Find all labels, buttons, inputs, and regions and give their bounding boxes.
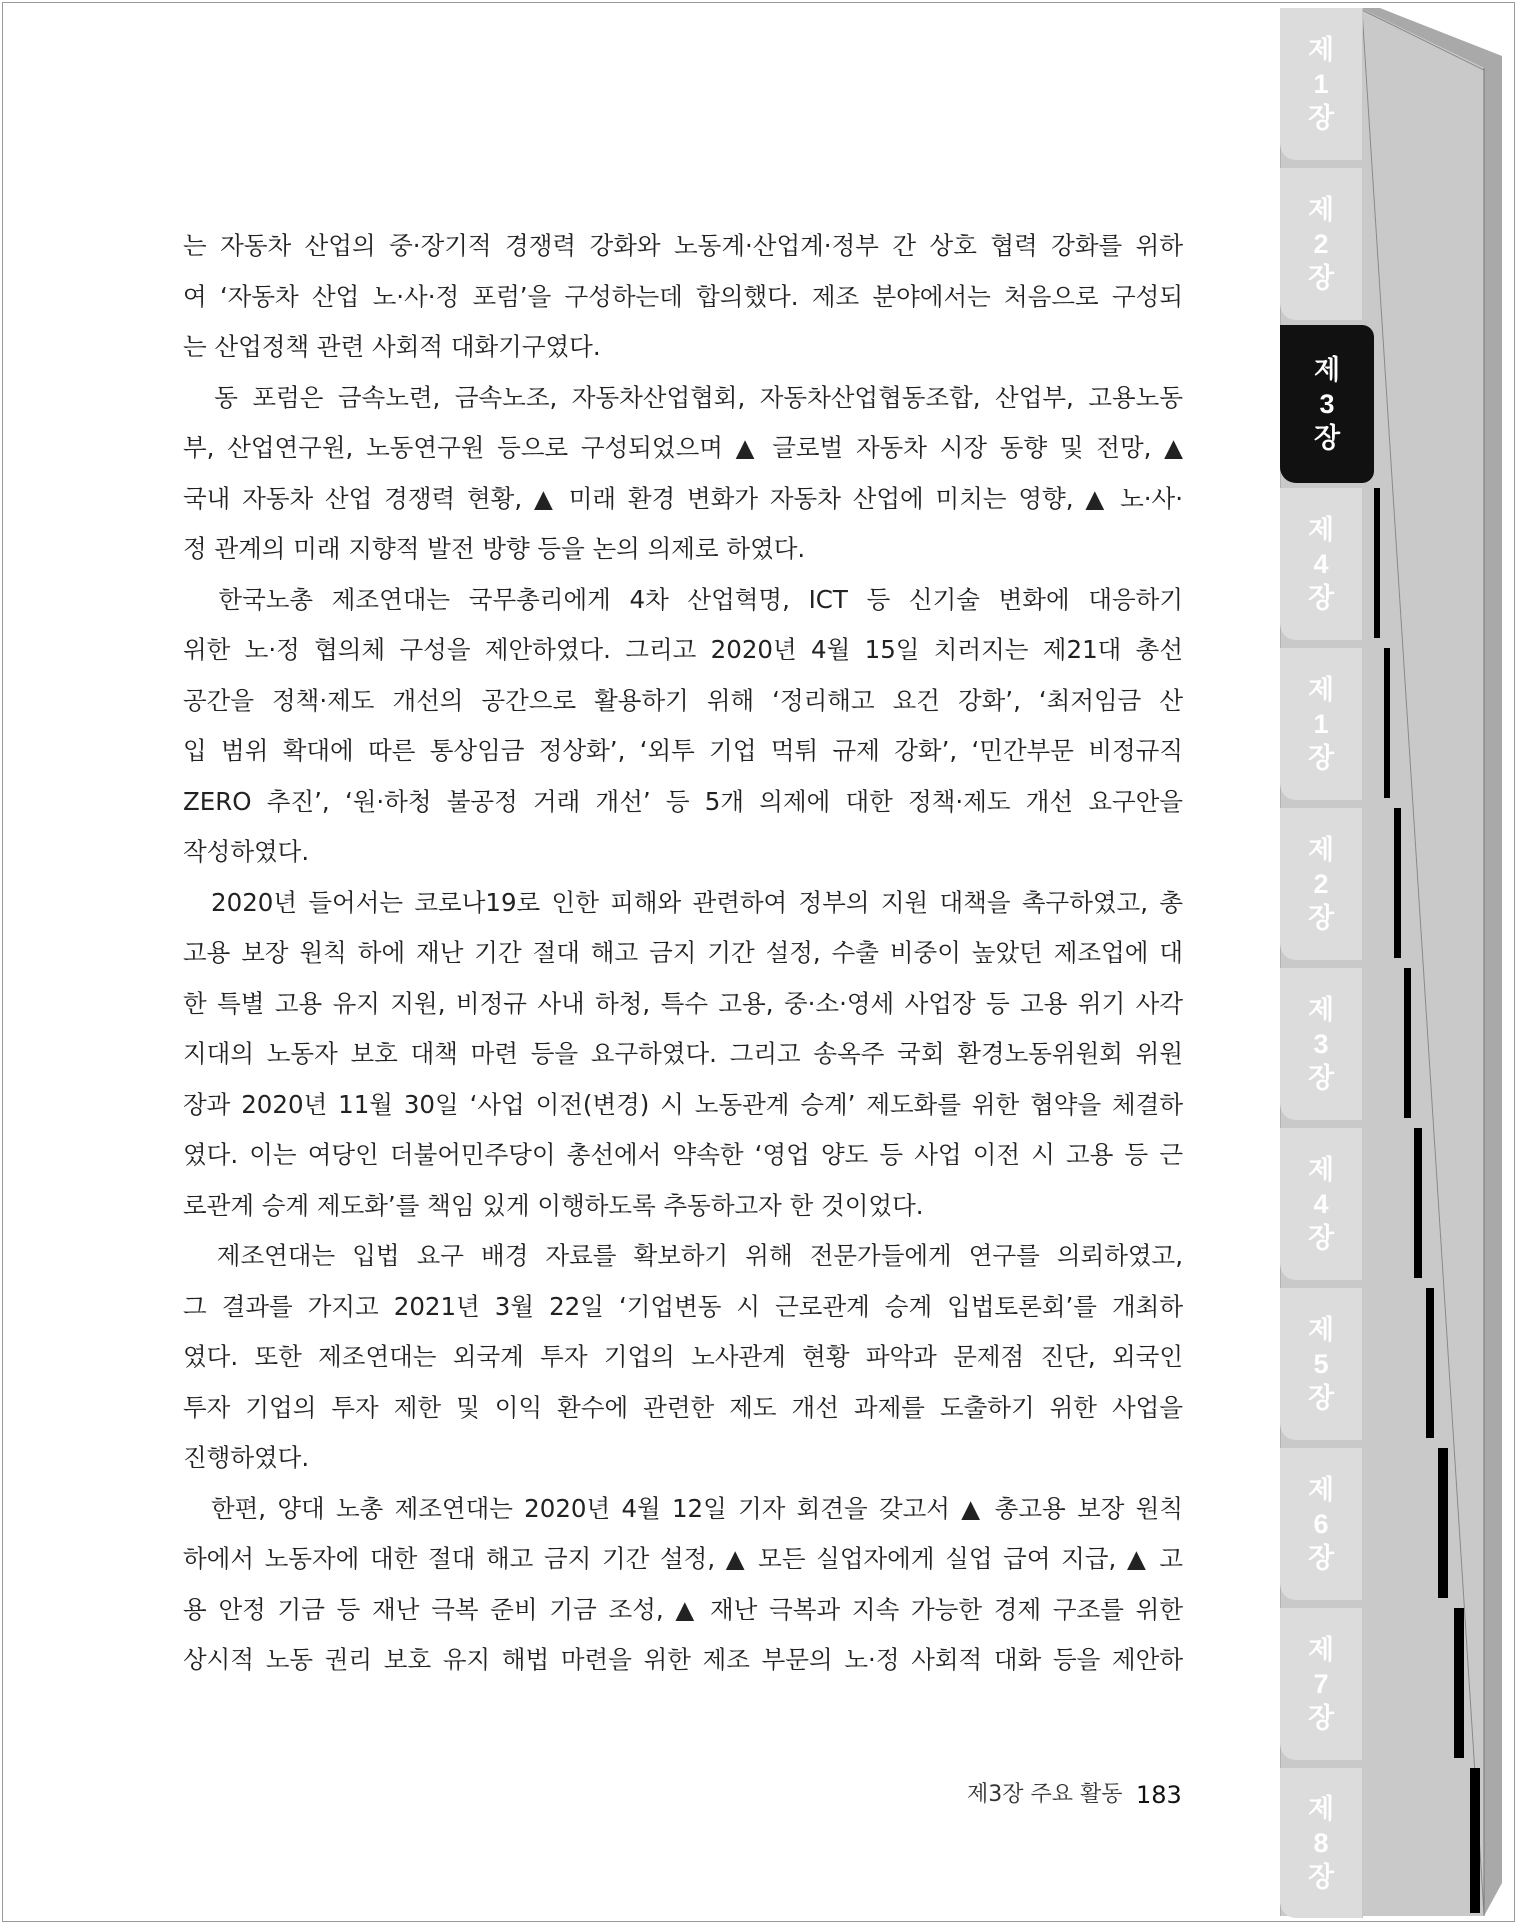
text-line: 동 포럼은 금속노련, 금속노조, 자동차산업협회, 자동차산업협동조합, 산업부, 고용노동 [183, 382, 1183, 412]
tab-text: 장 [1307, 1223, 1335, 1253]
text-line: 였다. 이는 여당인 더불어민주당이 총선에서 약속한 ‘영업 양도 등 사업 이전 시 고용 등 근 [183, 1140, 1183, 1169]
text-line: 2020년 들어서는 코로나19로 인한 피해와 관련하여 정부의 지원 대책을 촉구하였고, 총 [183, 887, 1183, 917]
tab-text: 2 [1313, 869, 1329, 899]
tab-text: 장 [1313, 423, 1341, 453]
paragraph [183, 1231, 1183, 1484]
tab-text: 4 [1313, 549, 1329, 579]
tab-text: 제 [1307, 995, 1335, 1025]
text-line: 하에서 노동자에 대한 절대 해고 금지 기간 설정, ▲ 모든 실업자에게 실업 급여 지급, ▲ 고 [183, 1544, 1183, 1573]
text-line: 상시적 노동 권리 보호 유지 해법 마련을 위한 제조 부문의 노·정 사회적 대화 등을 제안하 [183, 1645, 1183, 1674]
paragraph [183, 1484, 1183, 1686]
text-line: ZERO 추진’, ‘원·하청 불공정 거래 개선’ 등 5개 의제에 대한 정책·제도 개선 요구안을 [183, 786, 1183, 816]
tab-text: 장 [1307, 583, 1335, 613]
chapter-tab[interactable] [1280, 488, 1362, 640]
text-line: 로관계 승계 제도화’를 책임 있게 이행하도록 추동하고자 한 것이었다. [183, 1190, 924, 1220]
text-line: 용 안정 기금 등 재난 극복 준비 기금 조성, ▲ 재난 극복과 지속 가능한 경제 구조를 위한 [183, 1594, 1183, 1624]
text-line: 제조연대는 입법 요구 배경 자료를 확보하기 위해 전문가들에게 연구를 의뢰하였고, [183, 1241, 1183, 1270]
chapter-tab[interactable] [1280, 968, 1362, 1120]
text-line: 지대의 노동자 보호 대책 마련 등을 요구하였다. 그리고 송옥주 국회 환경노동위원회 위원 [183, 1039, 1183, 1068]
tab-text: 3 [1313, 1029, 1329, 1059]
text-line: 한편, 양대 노총 제조연대는 2020년 4월 12일 기자 회견을 갖고서 ▲ 총고용 보장 원칙 [183, 1493, 1183, 1523]
tab-text: 4 [1313, 1189, 1329, 1219]
text-line: 는 자동차 산업의 중·장기적 경쟁력 강화와 노동계·산업계·정부 간 상호 협력 강화를 위하 [183, 231, 1183, 260]
paragraph [183, 221, 1183, 373]
tab-text: 6 [1313, 1509, 1329, 1539]
chapter-tab[interactable] [1280, 168, 1362, 320]
paragraph [183, 878, 1183, 1232]
text-line: 입 범위 확대에 따른 통상임금 정상화’, ‘외투 기업 먹튀 규제 강화’, ‘민간부문 비정규직 [183, 736, 1183, 765]
chapter-tab[interactable] [1280, 1288, 1362, 1440]
tab-text: 장 [1307, 743, 1335, 773]
chapter-tab[interactable] [1280, 1448, 1362, 1600]
tab-text: 제 [1307, 195, 1335, 225]
tab-text: 7 [1313, 1669, 1329, 1699]
tab-text: 제 [1307, 1635, 1335, 1665]
tab-text: 2 [1313, 229, 1329, 259]
text-line: 한국노총 제조연대는 국무총리에게 4차 산업혁명, ICT 등 신기술 변화에 대응하기 [183, 584, 1183, 614]
text-line: 한 특별 고용 유지 지원, 비정규 사내 하청, 특수 고용, 중·소·영세 사업장 등 고용 위기 사각 [183, 988, 1183, 1018]
tab-text: 장 [1307, 1383, 1335, 1413]
text-line: 위한 노·정 협의체 구성을 제안하였다. 그리고 2020년 4월 15일 치러지는 제21대 총선 [183, 635, 1183, 664]
tab-text: 장 [1307, 1862, 1335, 1892]
text-line: 장과 2020년 11월 30일 ‘사업 이전(변경) 시 노동관계 승계’ 제도화를 위한 협약을 체결하 [183, 1089, 1183, 1119]
tab-text: 제 [1313, 355, 1341, 385]
tab-text: 장 [1307, 263, 1335, 293]
tab-text: 제 [1307, 1794, 1335, 1824]
page-number: 183 [1136, 1781, 1182, 1809]
chapter-tab-active[interactable] [1280, 325, 1374, 483]
tab-text: 제 [1307, 1475, 1335, 1505]
text-line: 정 관계의 미래 지향적 발전 방향 등을 논의 의제로 하였다. [183, 534, 806, 563]
tab-text: 1 [1313, 69, 1329, 99]
text-line: 국내 자동차 산업 경쟁력 현황, ▲ 미래 환경 변화가 자동차 산업에 미치는 영향, ▲ 노·사· [183, 483, 1183, 513]
chapter-tab[interactable] [1280, 648, 1362, 800]
tab-text: 장 [1307, 1543, 1335, 1573]
tab-text: 제 [1307, 1155, 1335, 1185]
text-line: 그 결과를 가지고 2021년 3월 22일 ‘기업변동 시 근로관계 승계 입법토론회’를 개최하 [183, 1291, 1183, 1321]
tab-text: 장 [1307, 1703, 1335, 1733]
tab-text: 제 [1307, 1315, 1335, 1345]
text-line: 였다. 또한 제조연대는 외국계 투자 기업의 노사관계 현황 파악과 문제점 진단, 외국인 [183, 1342, 1183, 1371]
text-line: 공간을 정책·제도 개선의 공간으로 활용하기 위해 ‘정리해고 요건 강화’, ‘최저임금 산 [183, 685, 1183, 715]
tab-text: 장 [1307, 903, 1335, 933]
tab-text: 장 [1307, 103, 1335, 133]
tab-text: 1 [1313, 709, 1329, 739]
chapter-tab[interactable] [1280, 1608, 1362, 1760]
tab-text: 장 [1307, 1063, 1335, 1093]
paragraph [183, 373, 1183, 575]
tab-text: 제 [1307, 835, 1335, 865]
text-line: 는 산업정책 관련 사회적 대화기구였다. [183, 332, 601, 361]
tab-text: 3 [1319, 389, 1335, 419]
text-line: 여 ‘자동차 산업 노·사·정 포럼’을 구성하는데 합의했다. 제조 분야에서는 처음으로 구성되 [183, 281, 1183, 311]
chapter-tab[interactable] [1280, 8, 1362, 160]
text-line: 부, 산업연구원, 노동연구원 등으로 구성되었으며 ▲ 글로벌 자동차 시장 동향 및 전망, ▲ [183, 433, 1183, 462]
body-text [183, 221, 1183, 1686]
tab-text: 5 [1313, 1349, 1329, 1379]
chapter-tab[interactable] [1280, 1768, 1362, 1918]
text-line: 진행하였다. [183, 1443, 310, 1472]
text-line: 투자 기업의 투자 제한 및 이익 환수에 관련한 제도 개선 과제를 도출하기 위한 사업을 [183, 1392, 1183, 1422]
tab-text: 제 [1307, 675, 1335, 705]
chapter-tab[interactable] [1280, 808, 1362, 960]
tab-text: 8 [1313, 1828, 1329, 1858]
text-line: 작성하였다. [183, 837, 310, 866]
running-footer: 제3장 주요 활동 [967, 1782, 1123, 1807]
tab-text: 제 [1307, 35, 1335, 65]
paragraph [183, 575, 1183, 878]
chapter-tab[interactable] [1280, 1128, 1362, 1280]
tab-text: 제 [1307, 515, 1335, 545]
text-line: 고용 보장 원칙 하에 재난 기간 절대 해고 금지 기간 설정, 수출 비중이 높았던 제조업에 대 [183, 938, 1183, 967]
